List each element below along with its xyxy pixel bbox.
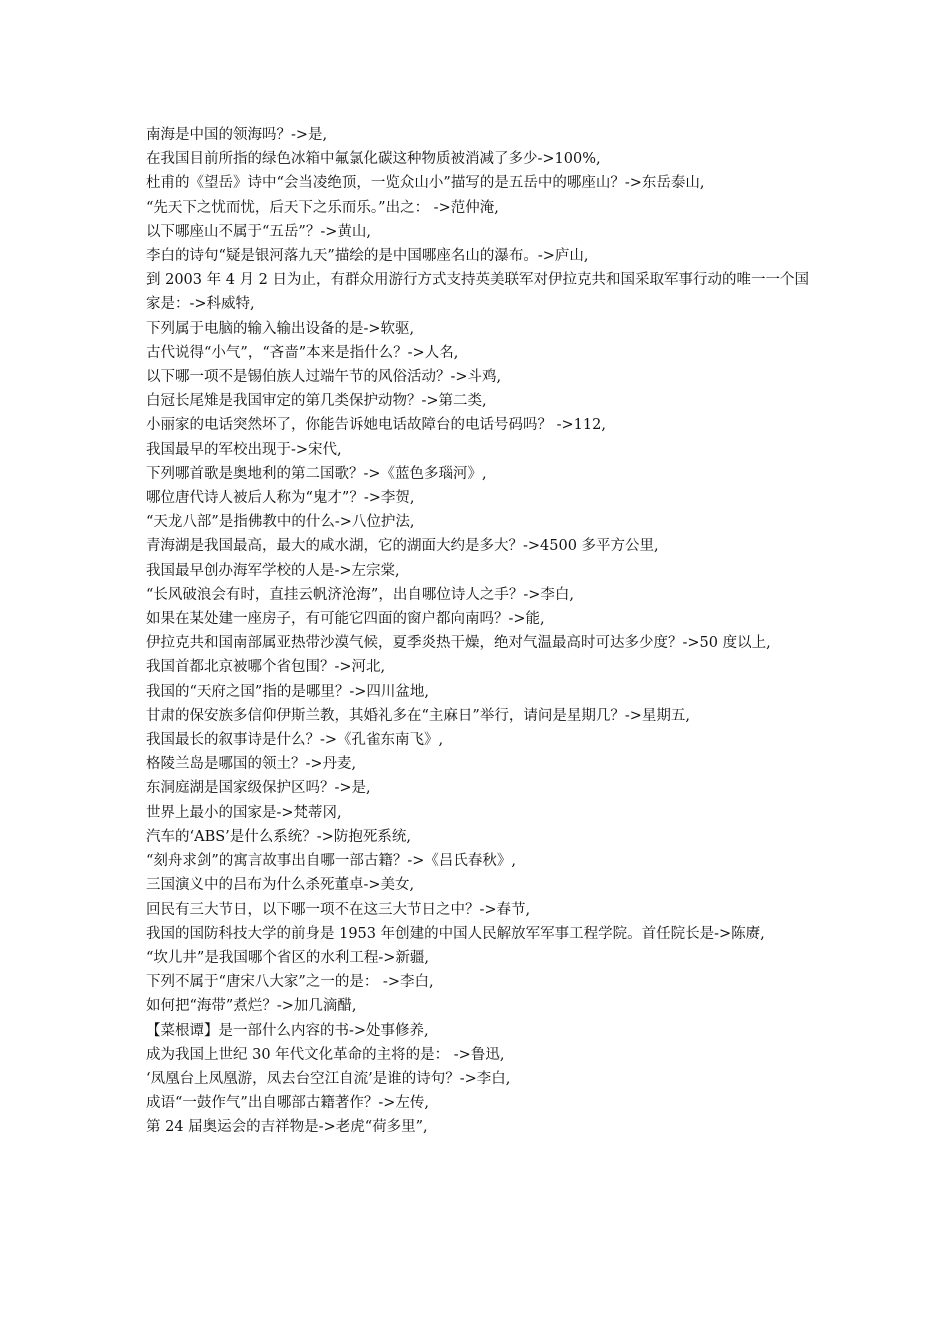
qa-line: 我国首都北京被哪个省包围？->河北, — [146, 659, 386, 676]
qa-line: 南海是中国的领海吗？->是, — [146, 127, 328, 143]
qa-line: 古代说得“小气”，“吝啬”本来是指什么？->人名, — [146, 344, 459, 361]
qa-line: 成为我国上世纪 30 年代文化革命的主将的是： ->鲁迅, — [146, 1046, 505, 1063]
qa-line: “刻舟求剑”的寓言故事出自哪一部古籍？->《吕氏春秋》, — [146, 853, 516, 870]
qa-line: “天龙八部”是指佛教中的什么->八位护法, — [146, 514, 415, 531]
qa-line: “先天下之忧而忧，后天下之乐而乐。”出之： ->范仲淹, — [146, 199, 499, 216]
qa-line: 到 2003 年 4 月 2 日为止，有群众用游行方式支持英美联军对伊拉克共和国采取军事行动的唯一一个国家是：->科威特, — [146, 272, 810, 313]
qa-line: 以下哪座山不属于“五岳”？->黄山, — [146, 223, 371, 240]
qa-line: 杜甫的《望岳》诗中“会当凌绝顶，一览众山小”描写的是五岳中的哪座山？->东岳泰山, — [146, 175, 705, 192]
qa-line: 如果在某处建一座房子，有可能它四面的窗户都向南吗？->能, — [146, 611, 545, 628]
qa-line: 以下哪一项不是锡伯族人过端午节的风俗活动？->斗鸡, — [146, 369, 502, 386]
qa-line: 三国演义中的吕布为什么杀死董卓->美女, — [146, 877, 415, 894]
qa-line: 小丽家的电话突然坏了，你能告诉她电话故障台的电话号码吗？ ->112, — [146, 417, 606, 434]
qa-line: 我国的“天府之国”指的是哪里？->四川盆地, — [146, 683, 429, 700]
qa-line: 汽车的‘ABS’是什么系统？->防抱死系统, — [146, 828, 411, 845]
qa-line: 世界上最小的国家是->梵蒂冈, — [146, 804, 342, 821]
qa-line: 成语“一鼓作气”出自哪部古籍著作？->左传, — [146, 1095, 429, 1112]
qa-line: “坎儿井”是我国哪个省区的水利工程->新疆, — [146, 949, 429, 966]
qa-line: 李白的诗句“疑是银河落九天”描绘的是中国哪座名山的瀑布。->庐山, — [146, 248, 589, 265]
qa-line: “长风破浪会有时，直挂云帆济沧海”，出自哪位诗人之手？->李白, — [146, 586, 574, 603]
document-body — [146, 123, 810, 1140]
qa-line: 如何把“海带”煮烂？->加几滴醋, — [146, 998, 357, 1015]
qa-line: 伊拉克共和国南部属亚热带沙漠气候，夏季炎热干燥，绝对气温最高时可达多少度？->50 度以上, — [146, 635, 771, 652]
qa-line: 【菜根谭】是一部什么内容的书->处事修养, — [146, 1022, 429, 1039]
qa-line: 在我国目前所指的绿色冰箱中氟氯化碳这种物质被消减了多少->100%, — [146, 151, 601, 168]
qa-line: 下列属于电脑的输入输出设备的是->软驱, — [146, 320, 415, 337]
qa-line: 白冠长尾雉是我国审定的第几类保护动物？->第二类, — [146, 393, 487, 410]
qa-line: 甘肃的保安族多信仰伊斯兰教，其婚礼多在“主麻日”举行，请问是星期几？->星期五, — [146, 707, 690, 724]
qa-line: 我国最长的叙事诗是什么？->《孔雀东南飞》, — [146, 732, 444, 749]
qa-line: 青海湖是我国最高，最大的咸水湖，它的湖面大约是多大？->4500 多平方公里, — [146, 538, 659, 555]
qa-line: 东洞庭湖是国家级保护区吗？->是, — [146, 780, 371, 797]
qa-line: 我国最早的军校出现于->宋代, — [146, 441, 342, 458]
qa-line: 我国的国防科技大学的前身是 1953 年创建的中国人民解放军军事工程学院。首任院长是->陈赓, — [146, 925, 765, 942]
qa-line: 下列不属于“唐宋八大家”之一的是： ->李白, — [146, 974, 434, 991]
qa-line: ‘凤凰台上凤凰游，凤去台空江自流’是谁的诗句？->李白, — [146, 1070, 511, 1087]
qa-line: 下列哪首歌是奥地利的第二国歌？->《蓝色多瑙河》, — [146, 465, 487, 482]
qa-line: 第 24 届奥运会的吉祥物是->老虎“荷多里”, — [146, 1119, 428, 1136]
qa-line: 回民有三大节日，以下哪一项不在这三大节日之中？->春节, — [146, 901, 531, 918]
qa-line: 我国最早创办海军学校的人是->左宗棠, — [146, 562, 400, 579]
qa-line: 格陵兰岛是哪国的领土？->丹麦, — [146, 756, 357, 773]
qa-line: 哪位唐代诗人被后人称为“鬼才”？->李贺, — [146, 490, 415, 507]
